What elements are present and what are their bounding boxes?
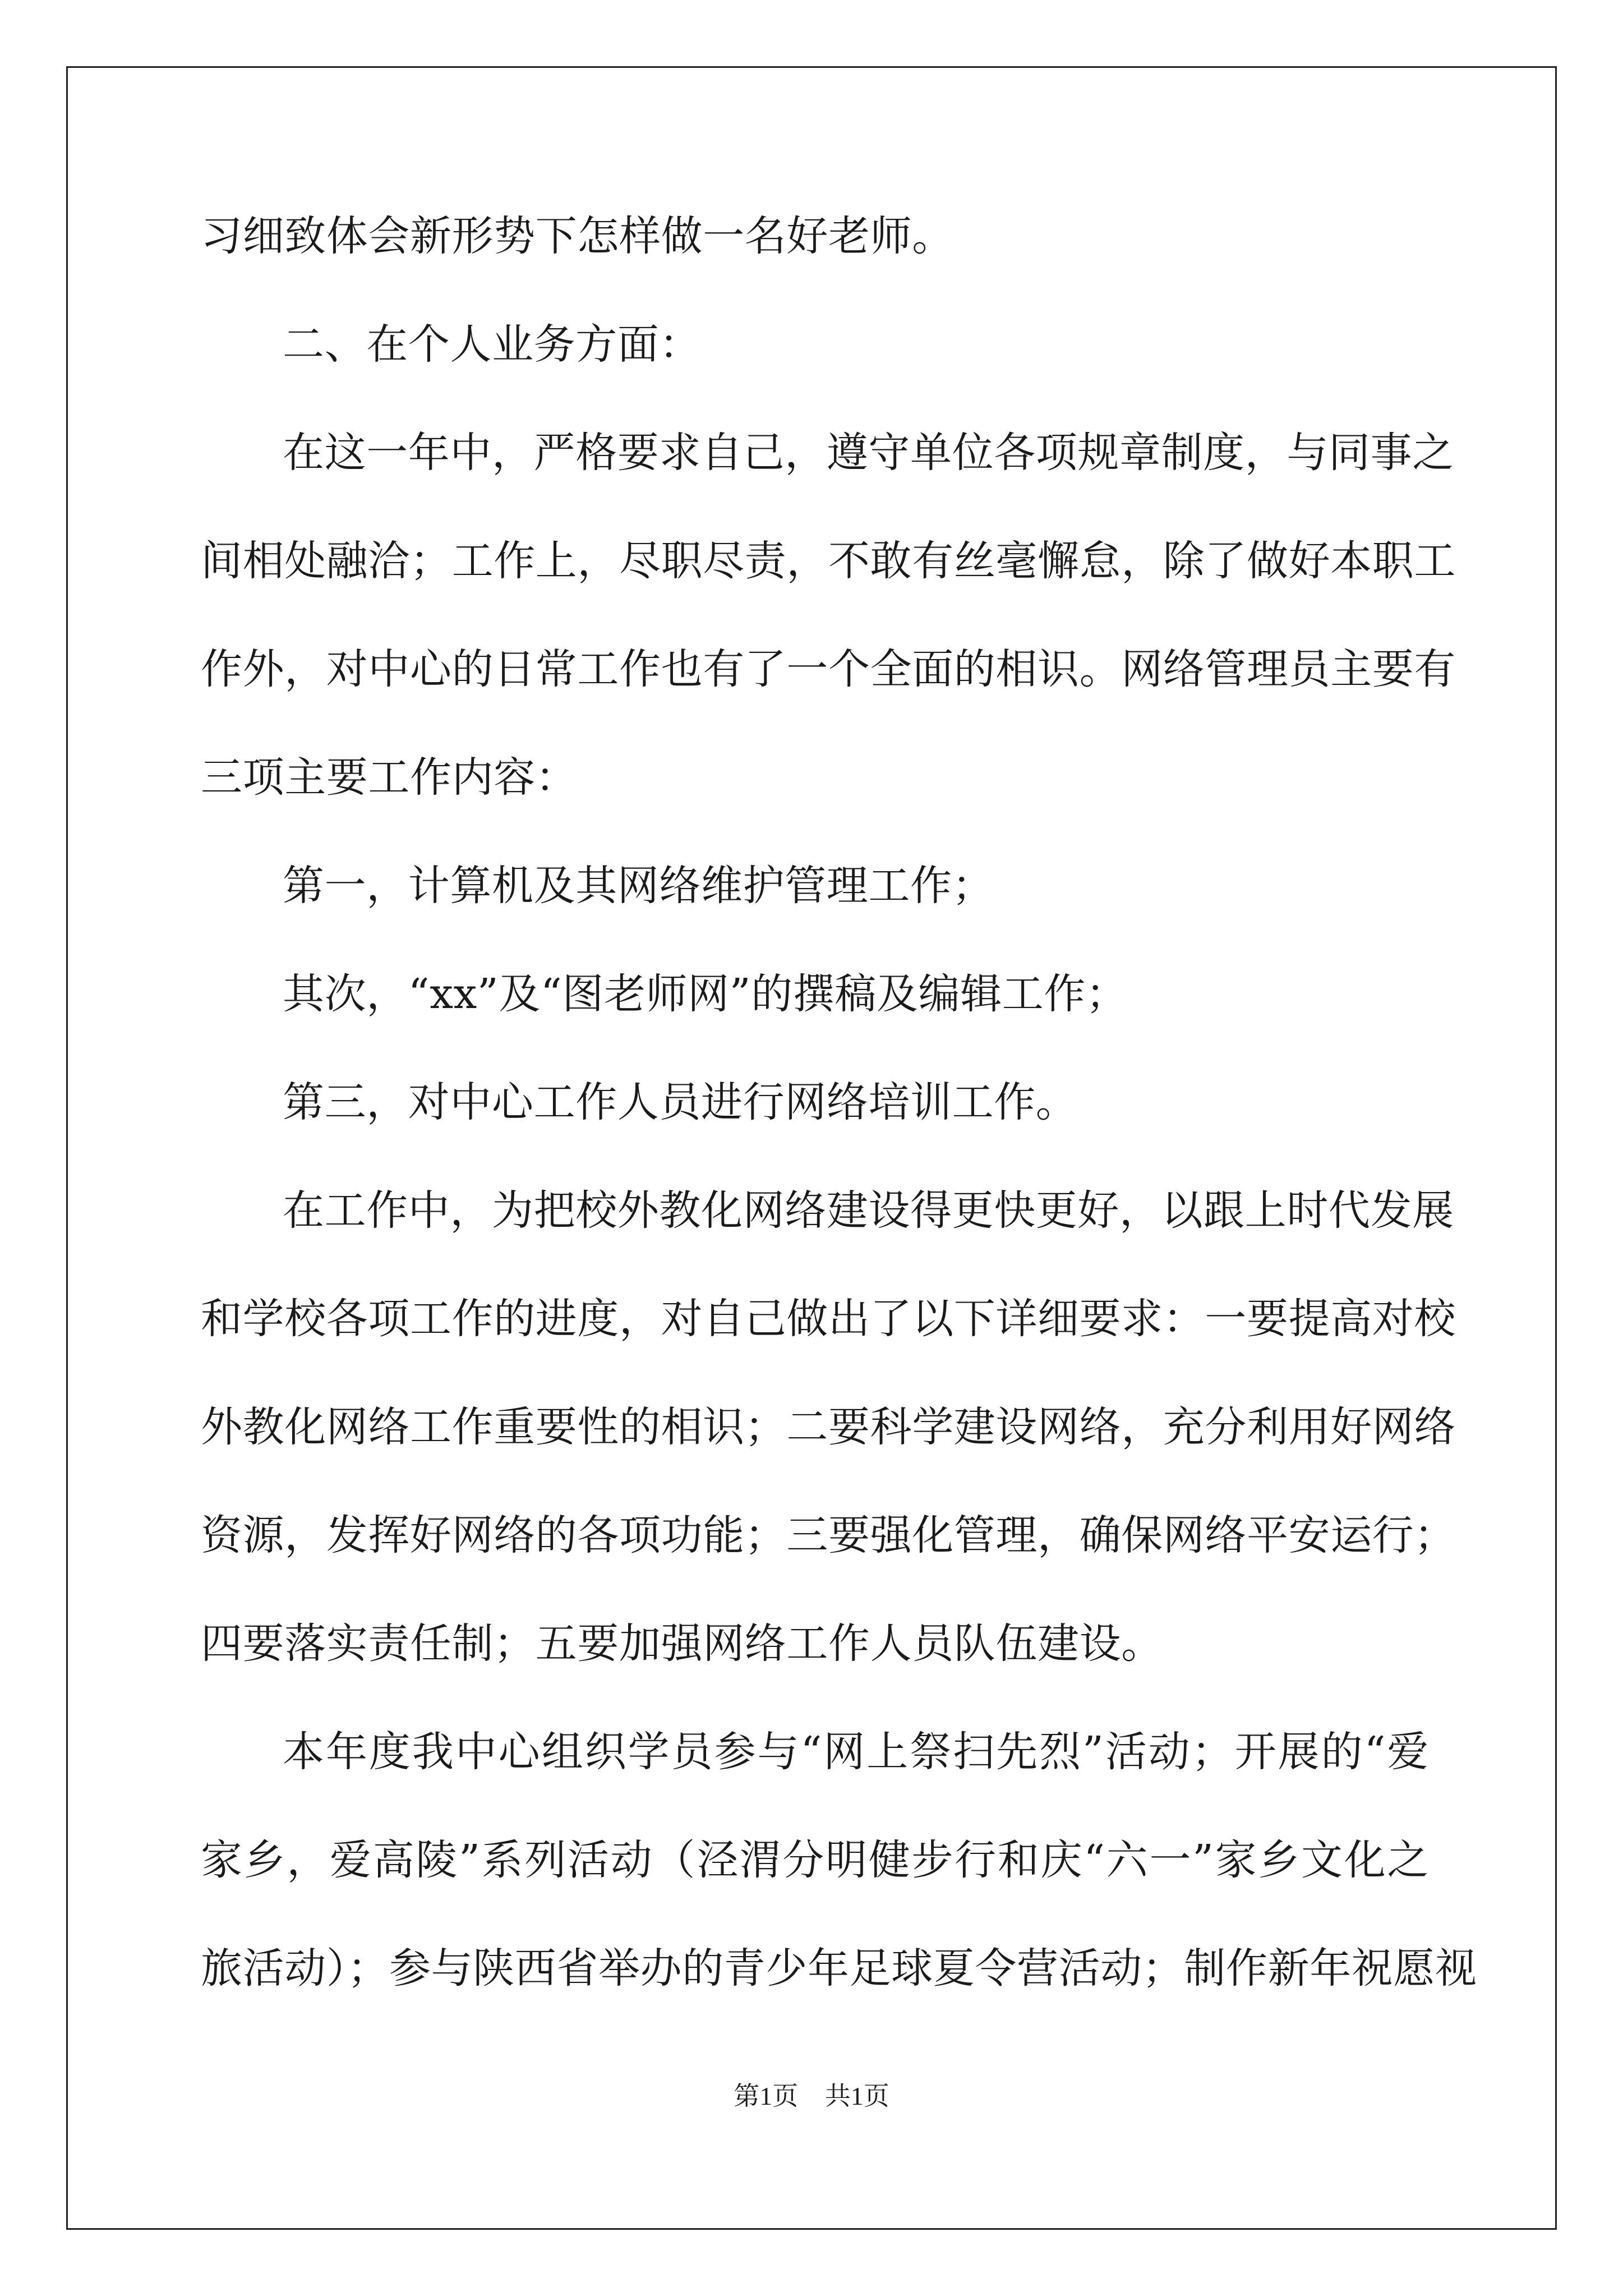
page-number: 第1页 — [734, 2082, 799, 2110]
text-line: 作外，对中心的日常工作也有了一个全面的相识。网络管理员主要有 — [201, 645, 1456, 693]
text-line: 第三，对中心工作人员进行网络培训工作。 — [283, 1078, 1078, 1126]
text-line: 四要落实责任制；五要加强网络工作人员队伍建设。 — [201, 1619, 1163, 1668]
page-footer — [0, 2076, 1623, 2113]
text-line: 旅活动）；参与陕西省举办的青少年足球夏令营活动；制作新年祝愿视 — [201, 1944, 1477, 1993]
text-line: 间相处融洽；工作上，尽职尽责，不敢有丝毫懈怠，除了做好本职工 — [201, 537, 1456, 585]
text-line: 资源，发挥好网络的各项功能；三要强化管理，确保网络平安运行； — [201, 1511, 1456, 1559]
document-body — [201, 182, 1477, 2023]
text-line: 外教化网络工作重要性的相识；二要科学建设网络，充分利用好网络 — [201, 1403, 1456, 1451]
text-line: 其次，“xx”及“图老师网”的撰稿及编辑工作； — [283, 970, 1128, 1018]
text-line: 第一，计算机及其网络维护管理工作； — [283, 862, 994, 910]
text-line: 三项主要工作内容： — [201, 753, 578, 802]
text-line: 习细致体会新形势下怎样做一名好老师。 — [201, 212, 954, 260]
text-line: 在工作中，为把校外教化网络建设得更快更好，以跟上时代发展 — [283, 1186, 1454, 1235]
page-total: 共1页 — [824, 2082, 889, 2110]
text-line: 家乡，爱高陵”系列活动（泾渭分明健步行和庆“六一”家乡文化之 — [201, 1836, 1429, 1884]
text-line: 二、在个人业务方面： — [283, 320, 701, 369]
text-line: 在这一年中，严格要求自己，遵守单位各项规章制度，与同事之 — [283, 429, 1454, 477]
text-line: 本年度我中心组织学员参与“网上祭扫先烈”活动；开展的“爱 — [283, 1728, 1429, 1776]
text-line: 和学校各项工作的进度，对自己做出了以下详细要求：一要提高对校 — [201, 1295, 1456, 1343]
